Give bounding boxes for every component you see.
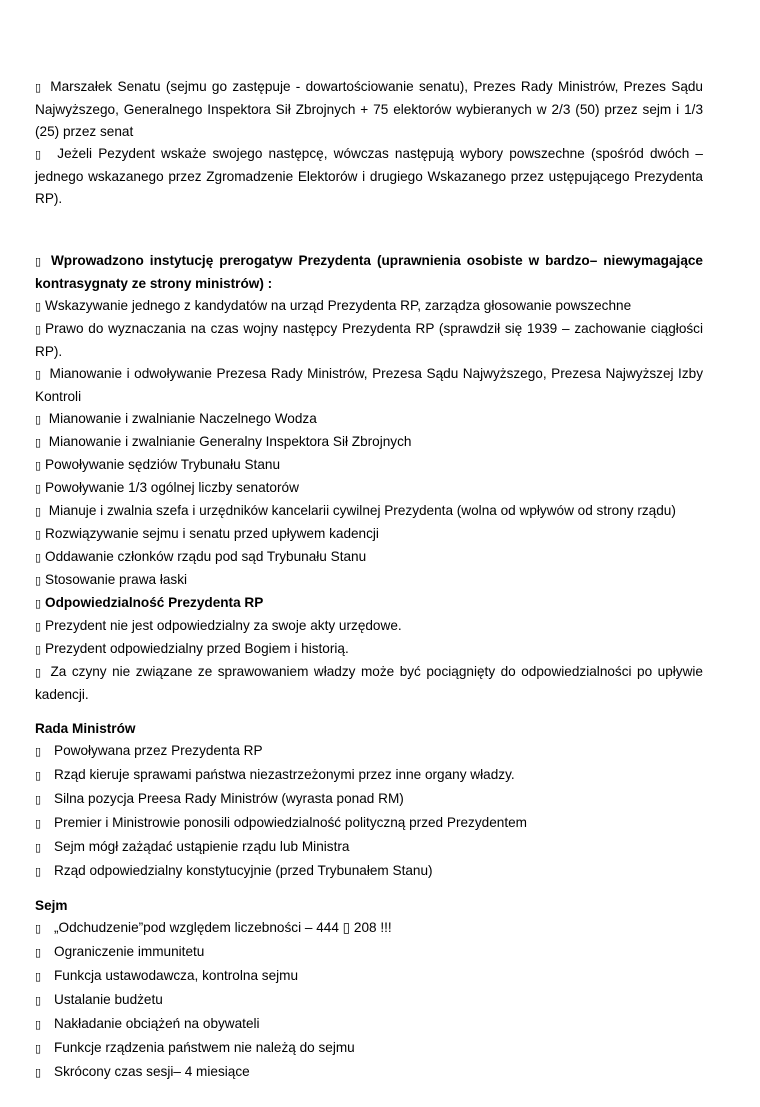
bullet-icon: ▯ xyxy=(35,460,42,472)
bullet-icon: ▯ xyxy=(35,644,42,656)
list-item: ▯ Sejm mógł zażądać ustąpienie rządu lub Ministra xyxy=(35,836,703,859)
list-item: ▯ Funkcje rządzenia państwem nie należą do sejmu xyxy=(35,1037,703,1060)
bullet-icon: ▯ xyxy=(35,1043,42,1055)
list-item: ▯ Premier i Ministrowie ponosili odpowiedzialność polityczną przed Prezydentem xyxy=(35,812,703,835)
list-item: ▯ Rozwiązywanie sejmu i senatu przed upływem kadencji xyxy=(35,523,703,546)
responsibility-list xyxy=(35,615,703,706)
intro-paragraph-1: ▯ Marszałek Senatu (sejmu go zastępuje - dowartościowanie senatu), Prezes Rady Ministrów, Prezes Sądu Najwyższego, Generalnego Inspektora Sił Zbrojnych + 75 elektorów wybieranych w 2/3 (50) przez sejm i 1/3 (25) przez senat xyxy=(35,79,703,139)
list-item: ▯ Prezydent odpowiedzialny przed Bogiem i historią. xyxy=(35,638,703,661)
bullet-icon: ▯ xyxy=(35,506,42,518)
intro-paragraph-2: ▯ Jeżeli Pezydent wskaże swojego następcę, wówczas następują wybory powszechne (spośród dwóch – jednego wskazanego przez Zgromadzenie Elektorów i drugiego Wskazanego przez ustępującego Prezydenta RP). xyxy=(35,146,703,206)
council-heading: Rada Ministrów xyxy=(35,721,136,736)
sejm-heading: Sejm xyxy=(35,898,68,913)
list-item: ▯ Ograniczenie immunitetu xyxy=(35,941,703,964)
list-item: ▯ Rząd odpowiedzialny konstytucyjnie (przed Trybunałem Stanu) xyxy=(35,860,703,883)
list-item: ▯ Prawo do wyznaczania na czas wojny następcy Prezydenta RP (sprawdził się 1939 – zachowanie ciągłości RP). xyxy=(35,321,703,359)
bullet-icon: ▯ xyxy=(35,818,42,830)
bullet-icon: ▯ xyxy=(35,667,42,679)
bullet-icon: ▯ xyxy=(35,369,42,381)
list-item: ▯ Powoływana przez Prezydenta RP xyxy=(35,740,703,763)
list-item: ▯ Powoływanie 1/3 ogólnej liczby senatorów xyxy=(35,477,703,500)
council-list xyxy=(35,740,703,883)
bullet-icon: ▯ xyxy=(35,598,42,610)
bullet-icon: ▯ xyxy=(35,529,42,541)
list-item: ▯ Mianowanie i odwoływanie Prezesa Rady Ministrów, Prezesa Sądu Najwyższego, Prezesa Najwyższej Izby Kontroli xyxy=(35,366,703,404)
list-item: ▯ Wskazywanie jednego z kandydatów na urząd Prezydenta RP, zarządza głosowanie powszechne xyxy=(35,295,703,318)
bullet-icon: ▯ xyxy=(35,324,42,336)
bullet-icon: ▯ xyxy=(35,1067,42,1079)
list-item: ▯ Skrócony czas sesji– 4 miesiące xyxy=(35,1061,703,1084)
responsibility-heading: ▯ Odpowiedzialność Prezydenta RP xyxy=(35,592,703,615)
bullet-icon: ▯ xyxy=(35,746,42,758)
bullet-icon: ▯ xyxy=(35,149,42,161)
bullet-icon: ▯ xyxy=(35,414,42,426)
list-item: ▯ Prezydent nie jest odpowiedzialny za swoje akty urzędowe. xyxy=(35,615,703,638)
spacer xyxy=(35,706,703,718)
list-item: ▯ Silna pozycja Preesa Rady Ministrów (wyrasta ponad RM) xyxy=(35,788,703,811)
spacer xyxy=(35,210,703,250)
document-content xyxy=(35,76,703,1084)
bullet-icon: ▯ xyxy=(35,256,42,268)
list-item: ▯ Funkcja ustawodawcza, kontrolna sejmu xyxy=(35,965,703,988)
prerogatives-heading: ▯ Wprowadzono instytucję prerogatyw Prezydenta (uprawnienia osobiste w bardzo– niewymagające kontrasygnaty ze strony ministrów) : xyxy=(35,253,703,291)
list-item: ▯ Oddawanie członków rządu pod sąd Trybunału Stanu xyxy=(35,546,703,569)
bullet-icon: ▯ xyxy=(35,794,42,806)
bullet-icon: ▯ xyxy=(35,842,42,854)
list-item: ▯ Stosowanie prawa łaski xyxy=(35,569,703,592)
bullet-icon: ▯ xyxy=(35,947,42,959)
list-item: ▯ Nakładanie obciążeń na obywateli xyxy=(35,1013,703,1036)
bullet-icon: ▯ xyxy=(35,971,42,983)
list-item: ▯ Powoływanie sędziów Trybunału Stanu xyxy=(35,454,703,477)
spacer xyxy=(35,883,703,895)
list-item: ▯ Rząd kieruje sprawami państwa niezastrzeżonymi przez inne organy władzy. xyxy=(35,764,703,787)
bullet-icon: ▯ xyxy=(35,770,42,782)
bullet-icon: ▯ xyxy=(35,866,42,878)
bullet-icon: ▯ xyxy=(35,552,42,564)
bullet-icon: ▯ xyxy=(35,437,42,449)
list-item: ▯ „Odchudzenie”pod względem liczebności – 444 ▯ 208 !!! xyxy=(35,917,703,940)
bullet-icon: ▯ xyxy=(35,575,42,587)
bullet-icon: ▯ xyxy=(35,301,42,313)
list-item: ▯ Za czyny nie związane ze sprawowaniem władzy może być pociągnięty do odpowiedzialności po upływie kadencji. xyxy=(35,664,703,702)
prerogatives-list xyxy=(35,295,703,592)
bullet-icon: ▯ xyxy=(35,483,42,495)
bullet-icon: ▯ xyxy=(35,1019,42,1031)
list-item: ▯ Mianowanie i zwalnianie Generalny Inspektora Sił Zbrojnych xyxy=(35,431,703,454)
bullet-icon: ▯ xyxy=(35,82,42,94)
sejm-list xyxy=(35,917,703,1084)
bullet-icon: ▯ xyxy=(35,923,42,935)
bullet-icon: ▯ xyxy=(35,995,42,1007)
bullet-icon: ▯ xyxy=(35,621,42,633)
list-item: ▯ Mianuje i zwalnia szefa i urzędników kancelarii cywilnej Prezydenta (wolna od wpływów od strony rządu) xyxy=(35,500,703,523)
list-item: ▯ Mianowanie i zwalnianie Naczelnego Wodza xyxy=(35,408,703,431)
list-item: ▯ Ustalanie budżetu xyxy=(35,989,703,1012)
